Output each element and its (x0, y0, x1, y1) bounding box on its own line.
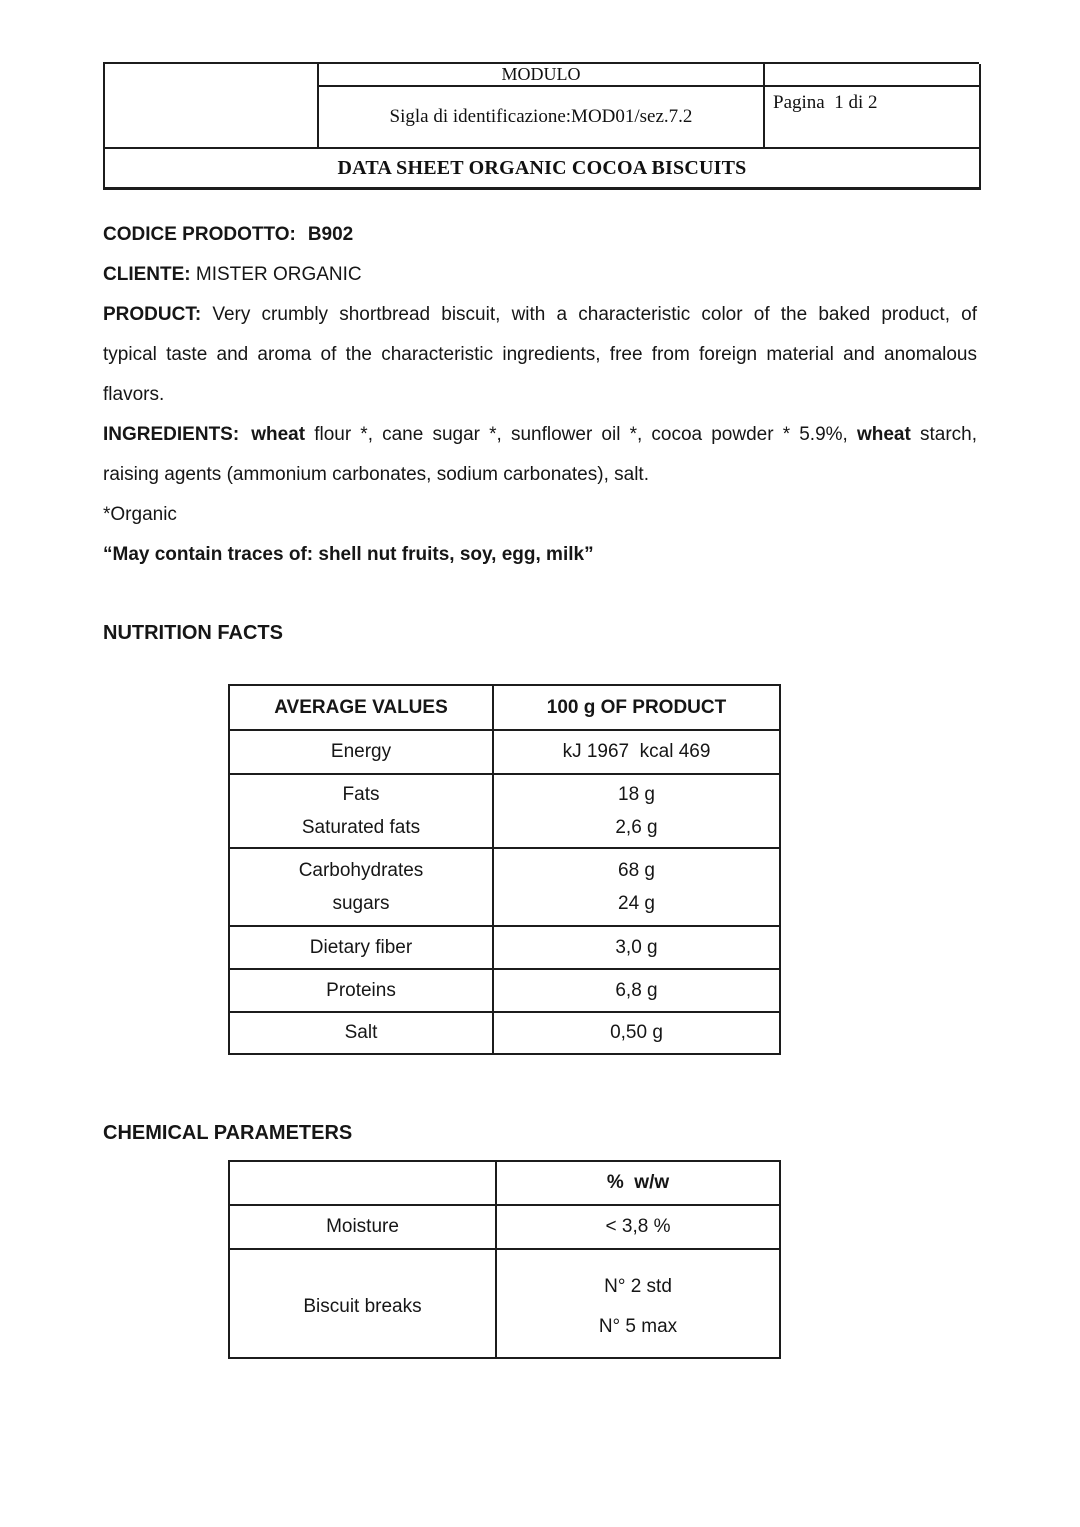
nutrition-subrow-label: Carbohydrates (298, 860, 424, 881)
nutrition-subrow-label: sugars (332, 893, 390, 914)
nutrition-subrow-label: Saturated fats (301, 817, 421, 838)
chemical-col-header-empty (230, 1162, 497, 1206)
chemical-table (228, 1160, 781, 1359)
nutrition-row-label: Salt (230, 1013, 494, 1055)
header-top-right-cell (765, 64, 981, 87)
chemical-subrow-label: Biscuit breaks (303, 1296, 422, 1317)
nutrition-row-value: 0,50 g (494, 1013, 781, 1055)
header-logo-cell (105, 64, 319, 149)
chemical-heading: CHEMICAL PARAMETERS (103, 1122, 353, 1144)
header-sigla: Sigla di identificazione:MOD01/sez.7.2 (319, 87, 765, 149)
cliente-label: CLIENTE: (103, 264, 191, 285)
nutrition-subrow-value: 68 g (618, 860, 655, 881)
product-line-3: flavors. (103, 384, 165, 405)
cliente-value: MISTER ORGANIC (195, 264, 362, 285)
nutrition-row-label: Dietary fiber (230, 927, 494, 970)
nutrition-row-value: kJ 1967 kcal 469 (494, 731, 781, 775)
product-line-2: typical taste and aroma of the characteristic ingredients, free from foreign material and anomalous (103, 344, 977, 365)
ingredients-bold-1: wheat (251, 424, 306, 445)
codice-prodotto-line (103, 215, 977, 255)
document-title: DATA SHEET ORGANIC COCOA BISCUITS (105, 149, 981, 190)
nutrition-heading: NUTRITION FACTS (103, 622, 283, 644)
nutrition-subrow-value: 24 g (618, 893, 655, 914)
ingredients-label: INGREDIENTS: (103, 424, 240, 445)
nutrition-row-label (230, 849, 494, 927)
codice-prodotto-label: CODICE PRODOTTO: (103, 224, 296, 245)
nutrition-subrow-value: 18 g (618, 784, 655, 805)
header-table (103, 62, 979, 190)
chemical-row-label (230, 1250, 497, 1359)
nutrition-row-label: Proteins (230, 970, 494, 1013)
organic-note: *Organic (103, 504, 177, 525)
ingredients-line-2: raising agents (ammonium carbonates, sodium carbonates), salt. (103, 464, 649, 485)
header-page-number: Pagina 1 di 2 (765, 87, 981, 149)
header-modulo: MODULO (319, 64, 765, 87)
nutrition-row-value (494, 775, 781, 849)
chemical-row-value: < 3,8 % (497, 1206, 781, 1250)
product-line-1 (103, 295, 977, 335)
ingredients-bold-2: wheat (856, 424, 911, 445)
chemical-subrow-value: N° 2 std (604, 1276, 672, 1297)
chemical-row-value (497, 1250, 781, 1359)
nutrition-row-label (230, 775, 494, 849)
codice-prodotto-value: B902 (307, 224, 354, 245)
nutrition-row-value: 6,8 g (494, 970, 781, 1013)
nutrition-col-header-label: AVERAGE VALUES (230, 686, 494, 731)
nutrition-table (228, 684, 781, 1055)
nutrition-col-header-value: 100 g OF PRODUCT (494, 686, 781, 731)
nutrition-subrow-label: Fats (342, 784, 380, 805)
nutrition-row-value: 3,0 g (494, 927, 781, 970)
nutrition-row-value (494, 849, 781, 927)
cliente-line (103, 255, 977, 295)
product-text-1: Very crumbly shortbread biscuit, with a characteristic color of the baked product, of (201, 304, 977, 325)
nutrition-subrow-value: 2,6 g (615, 817, 658, 838)
ingredients-line-1 (103, 415, 977, 455)
traces-note: “May contain traces of: shell nut fruits, soy, egg, milk” (103, 544, 594, 565)
ingredients-text-1: flour *, cane sugar *, sunflower oil *, cocoa powder * 5.9%, (305, 424, 857, 445)
chemical-subrow-value: N° 5 max (598, 1316, 678, 1337)
body-text (103, 215, 977, 575)
chemical-col-header-value: % w/w (497, 1162, 781, 1206)
product-label: PRODUCT: (103, 304, 202, 325)
chemical-row-label: Moisture (230, 1206, 497, 1250)
nutrition-row-label: Energy (230, 731, 494, 775)
ingredients-text-2: starch, (910, 424, 977, 445)
